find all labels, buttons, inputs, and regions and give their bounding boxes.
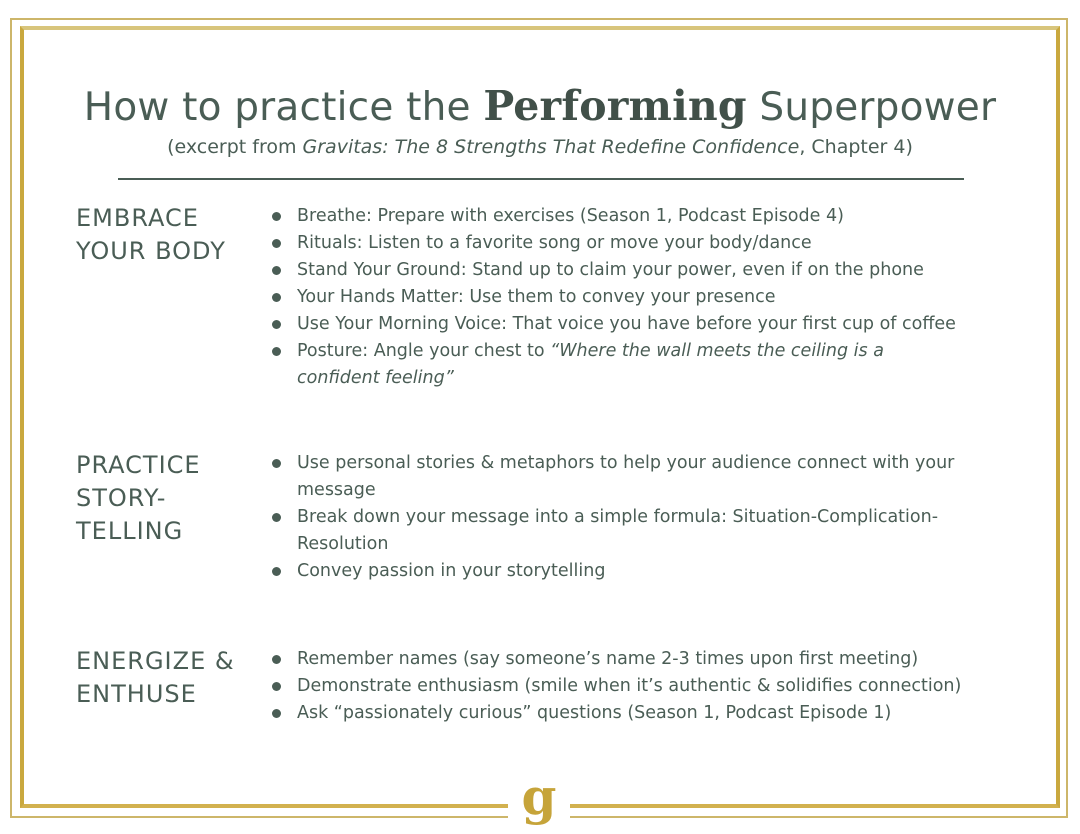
- list-item: Demonstrate enthusiasm (smile when it’s authentic & solidifies connection): [270, 673, 1040, 700]
- posture-lead: Posture: Angle your chest to: [297, 341, 551, 361]
- list-item: Your Hands Matter: Use them to convey your presence: [270, 284, 1040, 311]
- list-item: Remember names (say someone’s name 2-3 times upon first meeting): [270, 646, 1040, 673]
- list-item: Stand Your Ground: Stand up to claim your power, even if on the phone: [270, 257, 1040, 284]
- gravitas-logo-icon: g: [521, 767, 557, 826]
- heading-line: YOUR BODY: [76, 237, 226, 265]
- list-item: Convey passion in your storytelling: [270, 558, 1010, 585]
- posture-quote: “Where the wall meets the ceiling is a confident feeling”: [297, 341, 884, 388]
- bullet-list-energize: [270, 646, 1040, 727]
- heading-line: ENERGIZE &: [76, 647, 235, 675]
- heading-line: ENTHUSE: [76, 680, 197, 708]
- page-title: [0, 82, 1080, 130]
- title-emphasis: Performing: [483, 82, 747, 130]
- list-item: Rituals: Listen to a favorite song or move your body/dance: [270, 230, 1040, 257]
- list-item-posture: [270, 338, 937, 392]
- section-heading-embrace: [76, 202, 256, 268]
- heading-line: EMBRACE: [76, 204, 199, 232]
- heading-line: TELLING: [76, 517, 184, 545]
- list-item: Use Your Morning Voice: That voice you have before your first cup of coffee: [270, 311, 1040, 338]
- bullet-list-storytelling: [270, 450, 1010, 585]
- list-item: Use personal stories & metaphors to help your audience connect with your message: [270, 450, 1010, 504]
- title-lead: How to practice the: [83, 85, 471, 130]
- section-heading-energize: [76, 645, 256, 711]
- book-title: Gravitas: The 8 Strengths That Redefine Confidence: [302, 136, 800, 158]
- list-item: Breathe: Prepare with exercises (Season 1, Podcast Episode 4): [270, 203, 1040, 230]
- subtitle-lead: (excerpt from: [167, 136, 303, 158]
- bullet-list-embrace: [270, 203, 1040, 392]
- page-subtitle: [0, 136, 1080, 158]
- list-item: Break down your message into a simple formula: Situation-Complication-Resolution: [270, 504, 1010, 558]
- subtitle-tail: , Chapter 4): [799, 136, 913, 158]
- title-divider: [118, 178, 964, 180]
- list-item: Ask “passionately curious” questions (Season 1, Podcast Episode 1): [270, 700, 1040, 727]
- heading-line: PRACTICE: [76, 451, 201, 479]
- title-tail: Superpower: [759, 85, 997, 130]
- heading-line: STORY-: [76, 484, 167, 512]
- section-heading-storytelling: [76, 449, 256, 548]
